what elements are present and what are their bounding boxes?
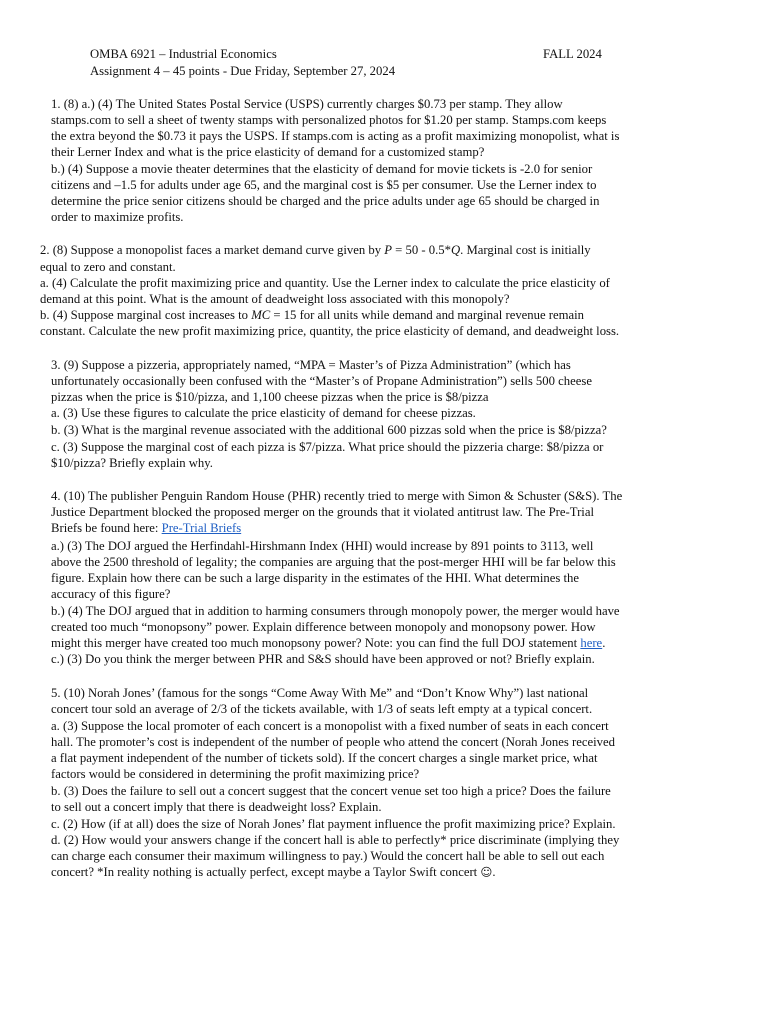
q5-line-2: concert tour sold an average of 2/3 of the tickets available, with 1/3 of seats left empty at a typical concert. [51, 702, 593, 716]
q5-line-7: b. (3) Does the failure to sell out a concert suggest that the concert venue set too high a price? Does the failure [51, 784, 611, 798]
q2-line-1 [40, 242, 591, 258]
q4-line-10-end: . [602, 636, 606, 650]
q5-line-9: c. (2) How (if at all) does the size of Norah Jones’ flat payment influence the profit maximizing price? Explain. [51, 817, 616, 831]
q2-line-1-text-a: 2. (8) Suppose a monopolist faces a market demand curve given by [40, 243, 385, 257]
q1-line-1: 1. (8) a.) (4) The United States Postal Service (USPS) currently charges $0.73 per stamp. They allow [51, 97, 563, 111]
q3-line-2: unfortunately occasionally been confused with the “Master’s of Propane Administration”) sells 500 cheese [51, 374, 592, 388]
smiley-icon: ☺ [480, 865, 493, 879]
q4-line-5: above the 2500 threshold of legality; the companies are arguing that the post-merger HHI will be far below this [51, 555, 616, 569]
q2-var-mc: MC [251, 308, 271, 322]
q5-line-12-text: concert? *In reality nothing is actually perfect, except maybe a Taylor Swift concert [51, 865, 481, 879]
pre-trial-briefs-link[interactable]: Pre-Trial Briefs [161, 521, 242, 535]
q1-line-3: the extra beyond the $0.73 it pays the USPS. If stamps.com is acting as a profit maximizing monopolist, what is [51, 129, 620, 143]
q3-line-4: a. (3) Use these figures to calculate the price elasticity of demand for cheese pizzas. [51, 406, 476, 420]
q2-var-q: Q [450, 243, 461, 257]
q3-line-6: c. (3) Suppose the marginal cost of each pizza is $7/pizza. What price should the pizzeria charge: $8/pizza or [51, 440, 604, 454]
q5-line-8: to sell out a concert imply that there is deadweight loss? Explain. [51, 800, 382, 814]
doj-statement-link[interactable]: here [580, 636, 603, 650]
q1-line-5: b.) (4) Suppose a movie theater determines that the elasticity of demand for movie tickets is -2.0 for senior [51, 162, 593, 176]
q5-line-12-end: . [492, 865, 496, 879]
q3-line-7: $10/pizza? Briefly explain why. [51, 456, 213, 470]
q4-line-10 [51, 635, 605, 651]
q1-line-4: their Lerner Index and what is the price elasticity of demand for a customized stamp? [51, 145, 485, 159]
q4-line-2: Justice Department blocked the proposed merger on the grounds that it violated antitrust law. The Pre-Trial [51, 505, 594, 519]
q4-line-7: accuracy of this figure? [51, 587, 171, 601]
q4-line-3-text: Briefs be found here: [51, 521, 162, 535]
q4-line-8: b.) (4) The DOJ argued that in addition to harming consumers through monopoly power, the merger would have [51, 604, 620, 618]
q1-line-2: stamps.com to sell a sheet of twenty stamps with personalized photos for $1.20 per stamp. Stamps.com keeps [51, 113, 607, 127]
q5-line-11: can charge each consumer their maximum willingness to pay.) Would the concert hall be able to sell out each [51, 849, 605, 863]
q4-line-11: c.) (3) Do you think the merger between PHR and S&S should have been approved or not? Briefly explain. [51, 652, 595, 666]
q4-line-1: 4. (10) The publisher Penguin Random House (PHR) recently tried to merge with Simon & Schuster (S&S). The [51, 489, 623, 503]
q5-line-10: d. (2) How would your answers change if the concert hall is able to perfectly* price discriminate (implying they [51, 833, 620, 847]
q3-line-3: pizzas when the price is $10/pizza, and 1,100 cheese pizzas when the price is $8/pizza [51, 390, 489, 404]
q4-line-4: a.) (3) The DOJ argued the Herfindahl-Hirshmann Index (HHI) would increase by 891 points to 3113, well [51, 539, 594, 553]
q2-line-5 [40, 307, 584, 323]
q5-line-6: factors would be considered in determining the profit maximizing price? [51, 767, 420, 781]
q2-var-p: P [384, 243, 392, 257]
q5-line-1: 5. (10) Norah Jones’ (famous for the songs “Come Away With Me” and “Don’t Know Why”) last national [51, 686, 589, 700]
q1-line-8: order to maximize profits. [51, 210, 184, 224]
q3-line-5: b. (3) What is the marginal revenue associated with the additional 600 pizzas sold when the price is $8/pizza? [51, 423, 607, 437]
q2-line-6: constant. Calculate the new profit maximizing price, quantity, the price elasticity of demand, and deadweight loss. [40, 324, 620, 338]
q5-line-4: hall. The promoter’s cost is independent of the number of people who attend the concert (Norah Jones received [51, 735, 615, 749]
q4-line-6: figure. Explain how there can be such a large disparity in the estimates of the HHI. What determines the [51, 571, 580, 585]
term-label: FALL 2024 [543, 47, 602, 61]
q5-line-3: a. (3) Suppose the local promoter of each concert is a monopolist with a fixed number of seats in each concert [51, 719, 609, 733]
q2-line-4: demand at this point. What is the amount of deadweight loss associated with this monopoly? [40, 292, 510, 306]
q2-line-5-text-b: = 15 for all units while demand and marginal revenue remain [270, 308, 585, 322]
q4-line-9: created too much “monopsony” power. Explain difference between monopoly and monopsony power. How [51, 620, 596, 634]
q5-line-12 [51, 864, 496, 880]
q1-line-7: determine the price senior citizens should be charged and the price adults under age 65 should be charged in [51, 194, 600, 208]
q2-line-2: equal to zero and constant. [40, 260, 176, 274]
assignment-title: Assignment 4 – 45 points - Due Friday, September 27, 2024 [90, 64, 396, 78]
course-title: OMBA 6921 – Industrial Economics [90, 47, 277, 61]
q1-line-6: citizens and –1.5 for adults under age 65, and the marginal cost is $5 per consumer. Use the Lerner index to [51, 178, 597, 192]
q5-line-5: a flat payment independent of the number of tickets sold). If the concert charges a single market price, what [51, 751, 598, 765]
q4-line-3 [51, 520, 241, 536]
q2-line-5-text-a: b. (4) Suppose marginal cost increases to [40, 308, 252, 322]
q2-line-1-text-c: . Marginal cost is initially [460, 243, 591, 257]
q2-line-3: a. (4) Calculate the profit maximizing price and quantity. Use the Lerner index to calculate the price elasticity of [40, 276, 610, 290]
q4-line-10-text: might this merger have created too much monopsony power? Note: you can find the full DOJ statement [51, 636, 581, 650]
q3-line-1: 3. (9) Suppose a pizzeria, appropriately named, “MPA = Master’s of Pizza Administration” (which has [51, 358, 571, 372]
q2-line-1-text-b: = 50 - 0.5* [392, 243, 451, 257]
